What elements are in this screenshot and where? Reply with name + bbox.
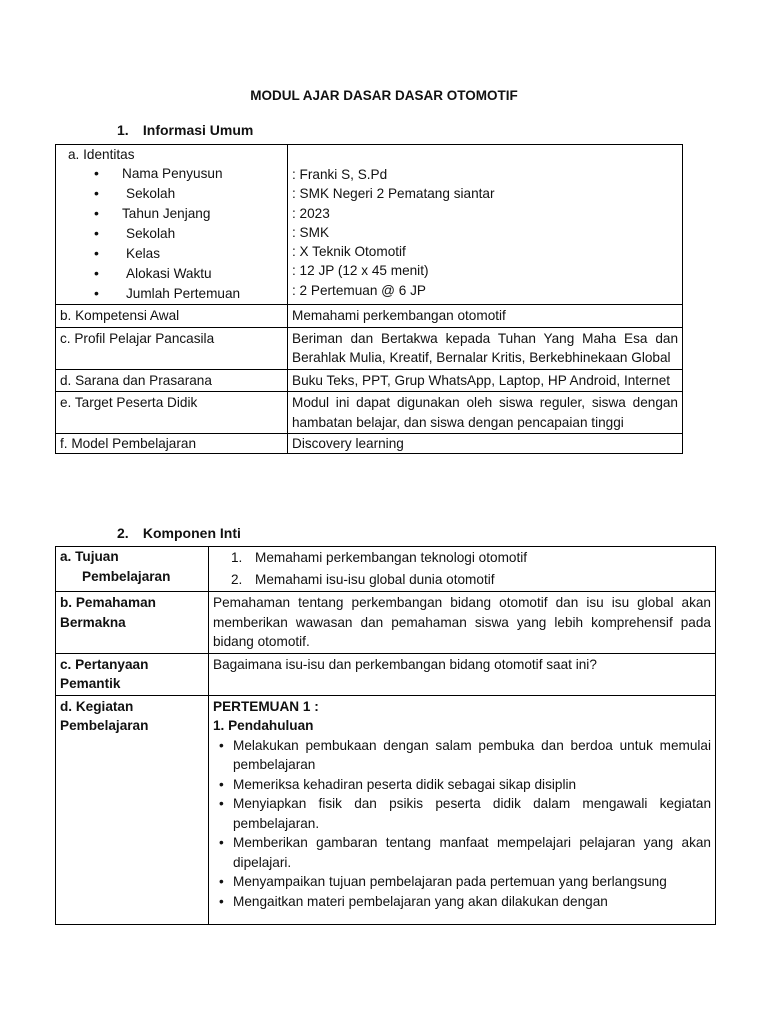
section-1-number: 1. [117, 122, 129, 138]
identitas-value: : Franki S, S.Pd [292, 167, 388, 182]
activity-item: • Melakukan pembukaan dengan salam pembuka dan berdoa untuk memulai pembelajaran [213, 736, 711, 775]
info-label: e. Target Peserta Didik [56, 392, 288, 434]
tujuan-item-text: Memahami isu-isu global dunia otomotif [255, 572, 495, 587]
identitas-label: • Sekolah [68, 224, 283, 244]
section-2-heading [117, 525, 241, 541]
info-label: c. Profil Pelajar Pancasila [56, 327, 288, 369]
tujuan-item-number: 1. [231, 550, 243, 565]
pertanyaan-value: Bagaimana isu-isu dan perkembangan bidang otomotif saat ini? [209, 653, 716, 695]
kegiatan-label: d. Kegiatan [60, 698, 134, 714]
identitas-label: • Sekolah [68, 184, 283, 204]
info-value: Modul ini dapat digunakan oleh siswa reguler, siswa dengan hambatan belajar, dan siswa dengan pencapaian tinggi [288, 392, 683, 434]
pertanyaan-label-cont: Pemantik [60, 676, 121, 691]
info-value: Discovery learning [288, 434, 683, 454]
pemahaman-row [56, 592, 716, 654]
pemahaman-label-cont: Bermakna [60, 614, 126, 630]
info-label: f. Model Pembelajaran [56, 434, 288, 454]
meeting-heading: PERTEMUAN 1 : [213, 698, 319, 714]
identitas-label: • Jumlah Pertemuan [68, 284, 283, 304]
tujuan-item-number: 2. [231, 572, 243, 587]
tujuan-list [209, 547, 715, 591]
identitas-heading: a. Identitas [68, 147, 135, 162]
info-row [56, 392, 683, 434]
tujuan-label-cont: Pembelajaran [82, 568, 171, 584]
activity-item: • Menyiapkan fisik dan psikis peserta didik dalam mengawali kegiatan pembelajaran. [213, 794, 711, 833]
phase-heading: 1. Pendahuluan [213, 718, 314, 733]
info-value: Beriman dan Bertakwa kepada Tuhan Yang Maha Esa dan Berahlak Mulia, Kreatif, Bernalar Kritis, Berkebhinekaan Global [288, 327, 683, 369]
document-title: MODUL AJAR DASAR DASAR OTOMOTIF [250, 88, 518, 103]
identitas-label: • Kelas [68, 244, 283, 264]
activity-item: • Memeriksa kehadiran peserta didik sebagai sikap disiplin [213, 775, 711, 795]
activity-item: • Mengaitkan materi pembelajaran yang akan dilakukan dengan [213, 892, 711, 912]
identitas-row [56, 145, 683, 305]
info-value: Buku Teks, PPT, Grup WhatsApp, Laptop, HP Android, Internet [288, 369, 683, 392]
info-row [56, 369, 683, 392]
section-1-title: Informasi Umum [142, 122, 254, 138]
info-value: Memahami perkembangan otomotif [288, 305, 683, 328]
activity-item: • Memberikan gambaran tentang manfaat mempelajari pelajaran yang akan dipelajari. [213, 833, 711, 872]
pemahaman-label: b. Pemahaman [60, 595, 156, 610]
identitas-label: • Alokasi Waktu [68, 264, 283, 284]
tujuan-item [209, 569, 715, 591]
tujuan-item [209, 547, 715, 569]
tujuan-label: a. Tujuan [60, 549, 119, 564]
general-info-table [55, 144, 683, 454]
identitas-label: • Nama Penyusun [68, 164, 283, 184]
identitas-value: : 2023 [292, 205, 330, 221]
identitas-value: : 12 JP (12 x 45 menit) [292, 263, 429, 279]
info-row [56, 305, 683, 328]
core-component-table [55, 546, 716, 925]
pertanyaan-label: c. Pertanyaan [60, 656, 149, 672]
kegiatan-row [56, 695, 716, 924]
info-label: d. Sarana dan Prasarana [56, 369, 288, 392]
section-2-number: 2. [117, 525, 129, 541]
section-1-heading [117, 122, 253, 138]
tujuan-item-text: Memahami perkembangan teknologi otomotif [255, 550, 528, 565]
identitas-value: : 2 Pertemuan @ 6 JP [292, 282, 426, 298]
info-row [56, 434, 683, 454]
identitas-value: : X Teknik Otomotif [292, 244, 406, 260]
pertanyaan-row [56, 653, 716, 695]
identitas-value: : SMK Negeri 2 Pematang siantar [292, 186, 495, 202]
info-row [56, 327, 683, 369]
identitas-label: • Tahun Jenjang [68, 204, 283, 224]
identitas-labels [68, 164, 283, 304]
kegiatan-label-cont: Pembelajaran [60, 718, 149, 733]
identitas-value: : SMK [292, 224, 330, 240]
section-2-title: Komponen Inti [142, 525, 241, 541]
info-label: b. Kompetensi Awal [56, 305, 288, 328]
activity-item: • Menyampaikan tujuan pembelajaran pada pertemuan yang berlangsung [213, 872, 711, 892]
activity-list [213, 736, 711, 912]
pemahaman-value: Pemahaman tentang perkembangan bidang otomotif dan isu isu global akan memberikan wawasan dan pemahaman siswa yang lebih komprehensif pada bidang otomotif. [209, 592, 716, 654]
tujuan-row [56, 547, 716, 592]
